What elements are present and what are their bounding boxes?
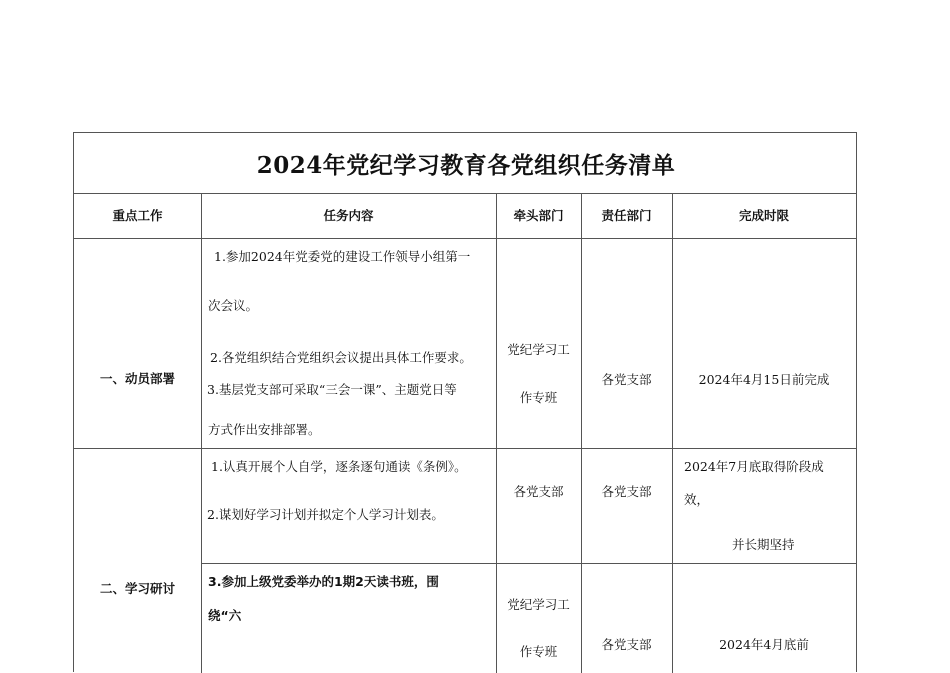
deadline-line: 并长期坚持: [732, 537, 795, 552]
resp-dept: 各党支部: [601, 372, 652, 387]
lead-dept: 作专班: [519, 644, 558, 659]
task-line: 2.各党组织结合党组织会议提出具体工作要求。: [210, 350, 472, 365]
key-work-mobilization: 一、动员部署: [99, 371, 175, 386]
lead-dept: 各党支部: [513, 484, 564, 499]
document-title: 2024年党纪学习教育各党组织任务清单: [256, 152, 676, 179]
key-work-study: 二、学习研讨: [99, 581, 175, 596]
row-divider: [74, 238, 856, 239]
header-key-work: 重点工作: [112, 208, 163, 223]
header-task: 任务内容: [323, 208, 374, 223]
task-line: 2.谋划好学习计划并拟定个人学习计划表。: [207, 507, 444, 522]
header-lead-dept: 牵头部门: [513, 208, 564, 223]
task-line: 次会议。: [208, 298, 259, 313]
task-line: 1.参加2024年党委党的建设工作领导小组第一: [214, 249, 471, 264]
row-divider: [201, 563, 856, 564]
header-deadline: 完成时限: [738, 208, 789, 223]
col-divider: [201, 193, 202, 673]
lead-dept: 党纪学习工: [507, 597, 570, 612]
task-line: 3.基层党支部可采取“三会一课”、主题党日等: [207, 382, 457, 397]
task-table: [73, 132, 857, 672]
task-line: 1.认真开展个人自学，逐条逐句通读《条例》。: [211, 459, 467, 474]
header-resp-dept: 责任部门: [601, 208, 652, 223]
deadline-line: 2024年7月底取得阶段成: [684, 459, 824, 474]
resp-dept: 各党支部: [601, 637, 652, 652]
task-line: 绕“六: [208, 608, 242, 623]
lead-dept: 党纪学习工: [507, 342, 570, 357]
resp-dept: 各党支部: [601, 484, 652, 499]
task-line: 方式作出安排部署。: [208, 422, 321, 437]
deadline: 2024年4月底前: [719, 637, 809, 652]
lead-dept: 作专班: [519, 390, 558, 405]
deadline-line: 效，: [684, 492, 710, 507]
task-line: 3.参加上级党委举办的1期2天读书班，围: [208, 574, 439, 589]
deadline: 2024年4月15日前完成: [698, 372, 830, 387]
col-divider: [672, 193, 673, 673]
row-divider: [74, 448, 856, 449]
col-divider: [581, 193, 582, 673]
